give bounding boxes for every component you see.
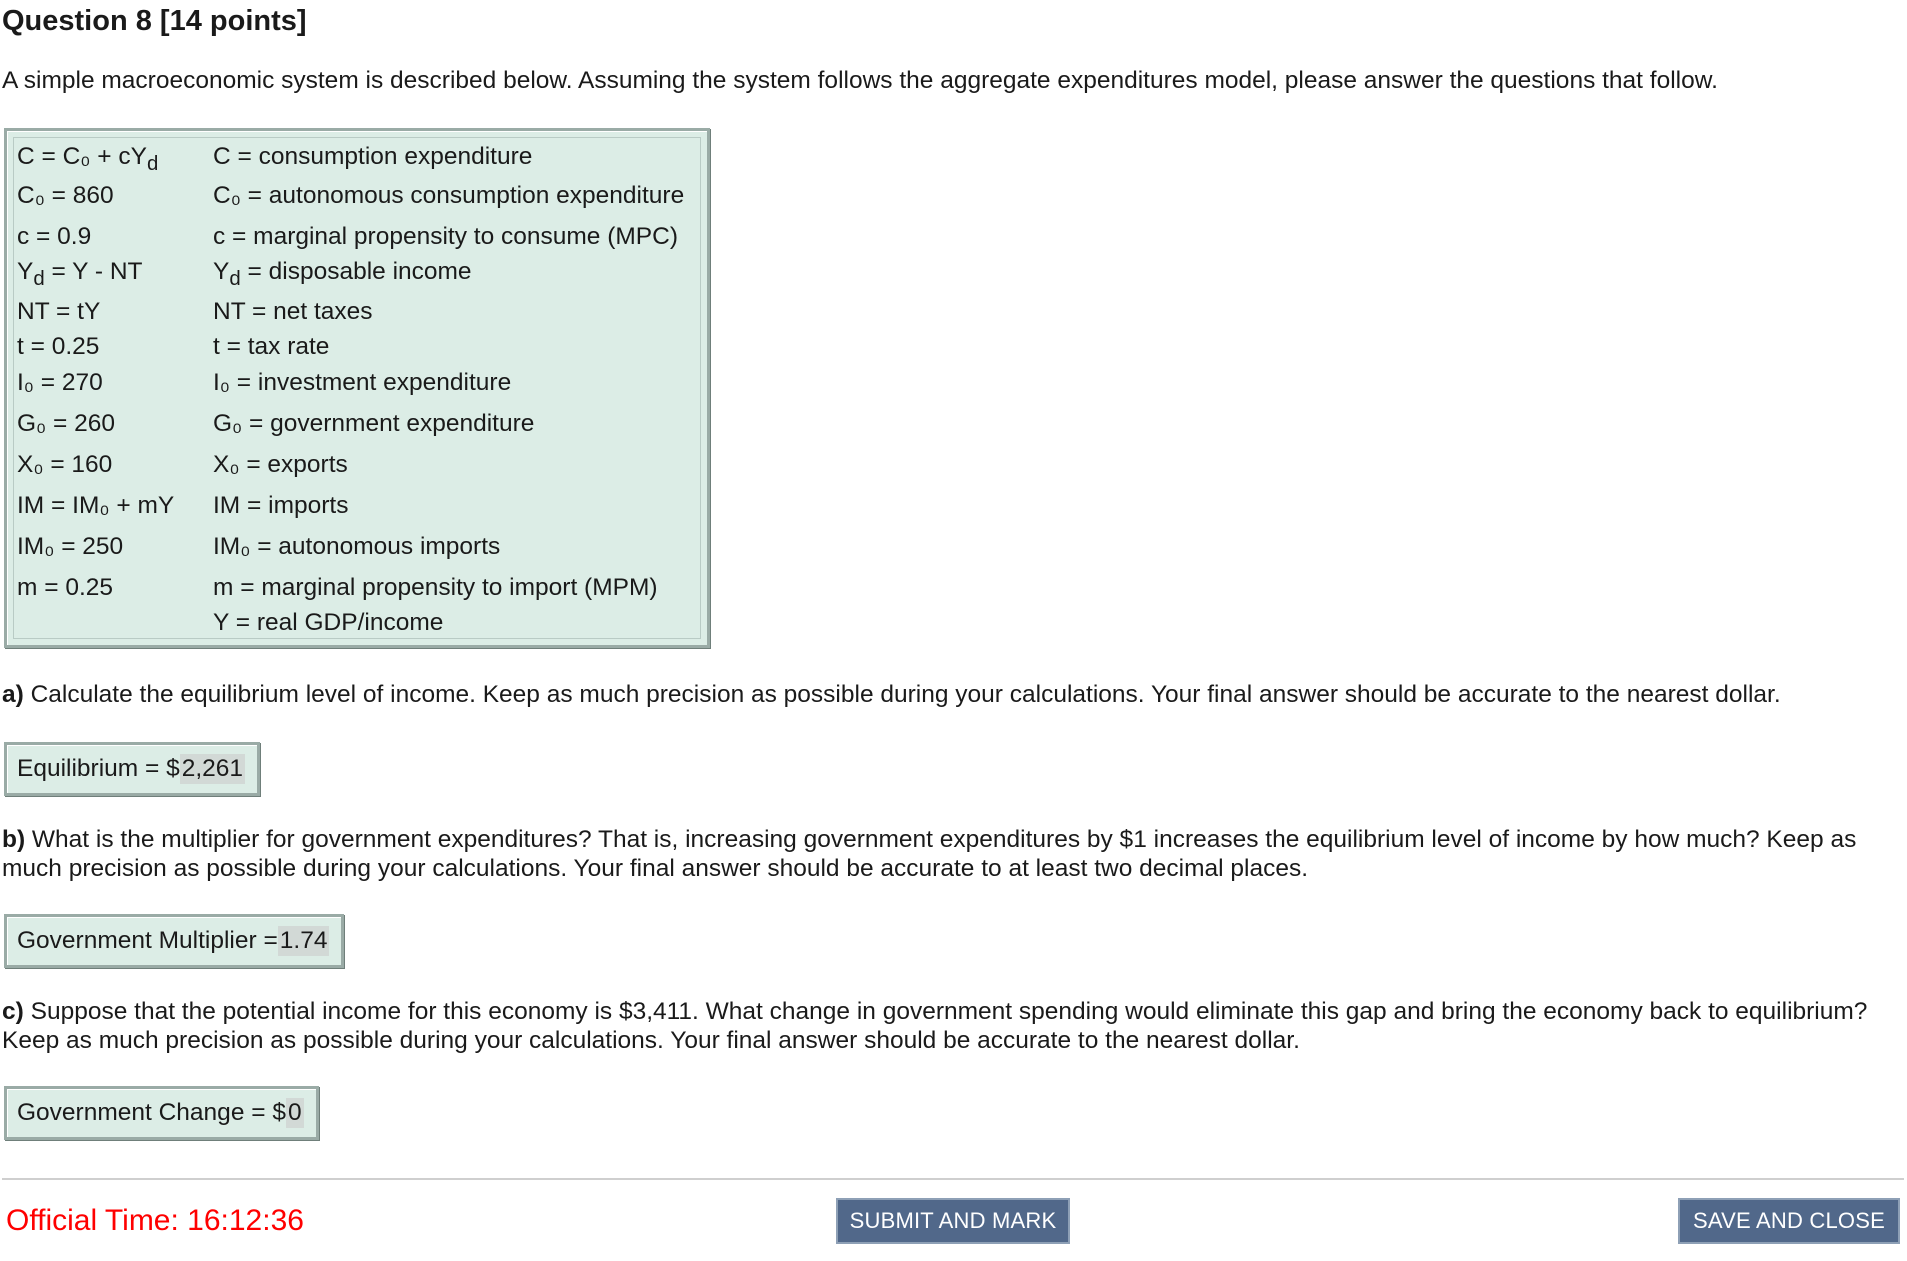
question-part-a: [2, 680, 1892, 709]
variable-description: t = tax rate: [213, 333, 330, 360]
variable-description: NT = net taxes: [213, 298, 373, 325]
save-and-close-button[interactable]: SAVE AND CLOSE: [1678, 1198, 1900, 1244]
equilibrium-label: Equilibrium = $: [17, 755, 180, 782]
part-a-text: Calculate the equilibrium level of income. Keep as much precision as possible during your calculations. Your final answer should be accurate to the nearest dollar.: [23, 681, 1781, 708]
part-a-label: a): [2, 681, 24, 708]
part-b-label: b): [2, 826, 26, 853]
footer-divider: [2, 1178, 1904, 1180]
variable-description: IM = imports: [213, 492, 349, 519]
government-change-input[interactable]: 0: [288, 1099, 302, 1126]
variable-equation: I₀ = 270: [17, 369, 103, 396]
variable-equation: c = 0.9: [17, 223, 92, 250]
government-multiplier-input[interactable]: 1.74: [279, 927, 328, 954]
variable-equation: G₀ = 260: [17, 410, 116, 437]
question-part-b: [2, 825, 1892, 883]
subscript-d: d: [33, 267, 45, 290]
variable-description: C = consumption expenditure: [213, 143, 533, 170]
part-c-label: c): [2, 998, 24, 1025]
submit-and-mark-button[interactable]: SUBMIT AND MARK: [836, 1198, 1070, 1244]
variable-description: X₀ = exports: [213, 451, 348, 478]
variable-equation: NT = tY: [17, 298, 101, 325]
variables-table: [4, 128, 710, 648]
question-title: Question 8 [14 points]: [2, 5, 307, 37]
answer-box-government-change: [4, 1086, 319, 1140]
subscript-d: d: [229, 267, 241, 290]
government-multiplier-label: Government Multiplier =: [17, 927, 278, 954]
variable-equation: X₀ = 160: [17, 451, 113, 478]
answer-box-government-multiplier: [4, 914, 344, 968]
variable-description: $Y_d$ = disposable income: [213, 258, 472, 290]
variable-equation: $C = C_0 + cY_d$: [17, 143, 159, 175]
variable-description: m = marginal propensity to import (MPM): [213, 574, 658, 601]
variable-description: IM₀ = autonomous imports: [213, 533, 501, 560]
government-change-label: Government Change = $: [17, 1099, 286, 1126]
question-part-c: [2, 997, 1892, 1055]
variable-description: I₀ = investment expenditure: [213, 369, 512, 396]
variable-description: c = marginal propensity to consume (MPC): [213, 223, 678, 250]
variable-equation: m = 0.25: [17, 574, 114, 601]
variable-description: Y = real GDP/income: [213, 609, 444, 636]
variable-equation: IM₀ = 250: [17, 533, 124, 560]
variable-equation: C₀ = 860: [17, 182, 114, 209]
variable-equation: t = 0.25: [17, 333, 100, 360]
subscript-d: d: [147, 152, 159, 175]
official-time: Official Time: 16:12:36: [6, 1204, 304, 1237]
part-b-text: What is the multiplier for government expenditures? That is, increasing government expenditures by $1 increases the equilibrium level of income by how much? Keep as much precision as possible during your calculations. Your final answer should be accurate to at least two decimal places.: [2, 826, 1857, 882]
equilibrium-input[interactable]: 2,261: [181, 755, 244, 782]
variable-equation: $Y_d = Y$ - NT: [17, 258, 143, 290]
variable-equation: IM = IM₀ + mY: [17, 492, 175, 519]
variable-description: G₀ = government expenditure: [213, 410, 535, 437]
part-c-text: Suppose that the potential income for this economy is $3,411. What change in government spending would eliminate this gap and bring the economy back to equilibrium? Keep as much precision as possible during your calculations. Your final answer should be accurate to the nearest dollar.: [2, 998, 1868, 1054]
question-intro: A simple macroeconomic system is described below. Assuming the system follows the aggregate expenditures model, please answer the questions that follow.: [2, 67, 1718, 94]
variable-description: C₀ = autonomous consumption expenditure: [213, 182, 685, 209]
answer-box-equilibrium: [4, 742, 260, 796]
